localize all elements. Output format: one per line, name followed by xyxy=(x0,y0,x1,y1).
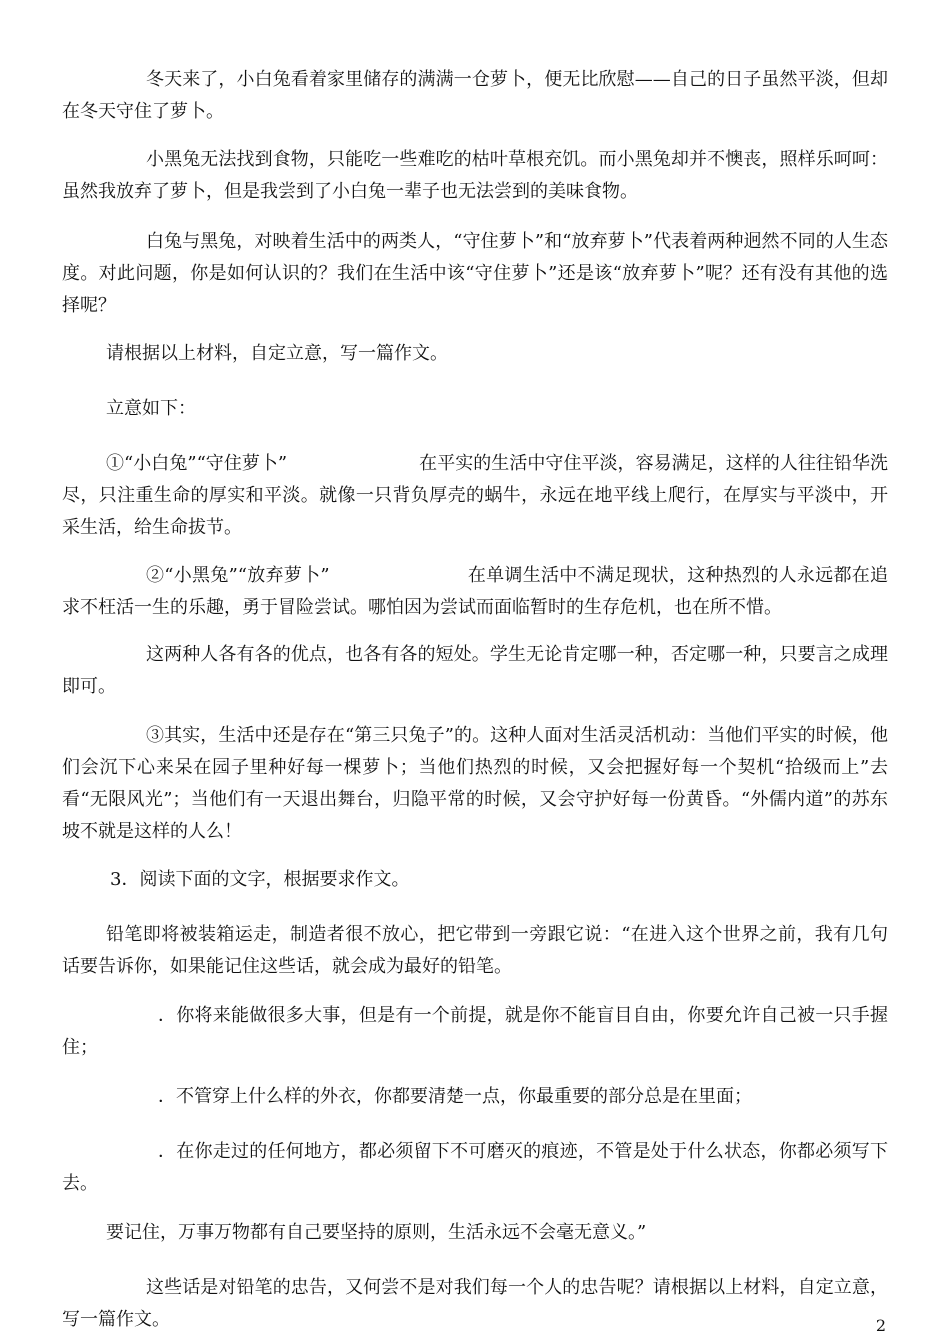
paragraph-two-attitudes: 白兔与黑兔，对映着生活中的两类人，“守住萝卜”和“放弃萝卜”代表着两种迥然不同的人生态度。对此问题，你是如何认识的？我们在生活中该“守住萝卜”还是该“放弃萝卜”呢？还有没有其他的选择呢？ xyxy=(62,231,888,316)
theme-black-rabbit-label: ②“小黑兔”“放弃萝卜” xyxy=(146,565,330,586)
paragraph-third-rabbit: ③其实，生活中还是存在“第三只兔子”的。这种人面对生活灵活机动：当他们平实的时候，他们会沉下心来呆在园子里种好每一棵萝卜；当他们热烈的时候，又会把握好每一个契机“拾级而上”去看“无限风光”；当他们有一天退出舞台，归隐平常的时候，又会守护好每一份黄昏。“外儒内道”的苏东坡不就是这样的人么！ xyxy=(62,725,888,842)
paragraph-instruction-1: 请根据以上材料，自定立意，写一篇作文。 xyxy=(106,343,448,364)
page-number: 2 xyxy=(875,1316,886,1335)
theme-white-rabbit-body: 在平实的生活中守住平淡，容易满足，这样的人往往铅华洗尽，只注重生命的厚实和平淡。就像一只背负厚壳的蜗牛，永远在地平线上爬行，在厚实与平淡中，开采生活，给生命拔节。 xyxy=(62,453,888,538)
paragraph-final-instruction: 这些话是对铅笔的忠告，又何尝不是对我们每一个人的忠告呢？请根据以上材料，自定立意，写一篇作文。 xyxy=(62,1277,888,1330)
theme-white-rabbit-label: ①“小白兔”“守住萝卜” xyxy=(106,453,288,474)
paragraph-pencil-conclusion: 要记住，万事万物都有自己要坚持的原则，生活永远不会毫无意义。” xyxy=(106,1222,647,1243)
paragraph-theme-heading: 立意如下： xyxy=(106,398,196,419)
paragraph-pencil-intro: 铅笔即将被装箱运走，制造者很不放心，把它带到一旁跟它说：“在进入这个世界之前，我有几句话要告诉你，如果能记住这些话，就会成为最好的铅笔。 xyxy=(62,924,888,977)
paragraph-winter-white-rabbit: 冬天来了，小白兔看着家里储存的满满一仓萝卜，便无比欣慰——自己的日子虽然平淡，但却在冬天守住了萝卜。 xyxy=(62,69,888,122)
paragraph-pros-cons: 这两种人各有各的优点，也各有各的短处。学生无论肯定哪一种，否定哪一种，只要言之成理即可。 xyxy=(62,644,888,697)
question-3-heading: 3．阅读下面的文字，根据要求作文。 xyxy=(110,869,410,890)
paragraph-pencil-advice-3: ．在你走过的任何地方，都必须留下不可磨灭的痕迹，不管是处于什么状态，你都必须写下去。 xyxy=(62,1141,888,1194)
paragraph-pencil-advice-2: ．不管穿上什么样的外衣，你都要清楚一点，你最重要的部分总是在里面； xyxy=(158,1086,752,1107)
paragraph-pencil-advice-1: ．你将来能做很多大事，但是有一个前提，就是你不能盲目自由，你要允许自己被一只手握住； xyxy=(62,1005,888,1058)
paragraph-theme-white-rabbit xyxy=(62,448,888,544)
paragraph-theme-black-rabbit xyxy=(62,560,888,624)
theme-black-rabbit-body: 在单调生活中不满足现状，这种热烈的人永远都在追求不枉活一生的乐趣，勇于冒险尝试。哪怕因为尝试而面临暂时的生存危机，也在所不惜。 xyxy=(62,565,888,618)
paragraph-black-rabbit: 小黑兔无法找到食物，只能吃一些难吃的枯叶草根充饥。而小黑兔却并不懊丧，照样乐呵呵：虽然我放弃了萝卜，但是我尝到了小白兔一辈子也无法尝到的美味食物。 xyxy=(62,149,888,202)
